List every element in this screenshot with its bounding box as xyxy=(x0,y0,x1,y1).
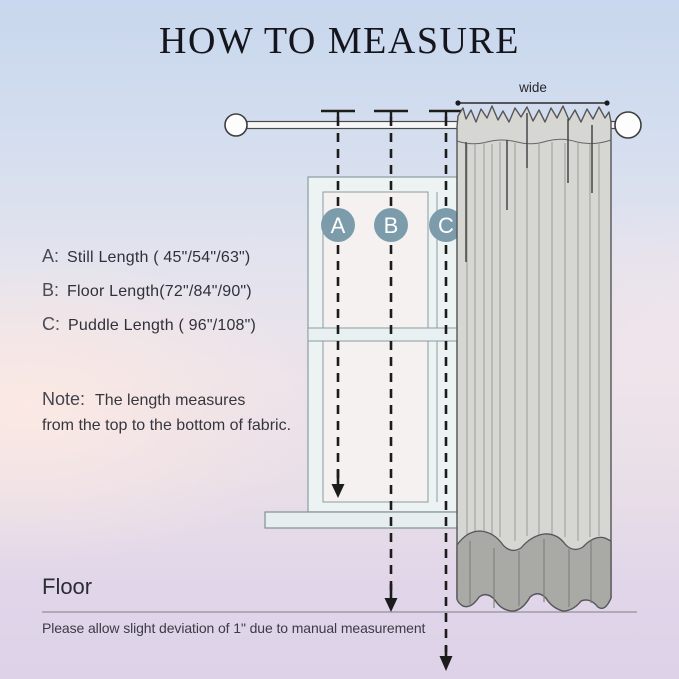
marker-a xyxy=(321,208,355,242)
curtain xyxy=(457,106,611,611)
wide-dimension-arrow xyxy=(455,100,609,105)
page-title: HOW TO MEASURE xyxy=(159,20,520,62)
legend-prefix-c: C: xyxy=(42,314,60,334)
disclaimer-text: Please allow slight deviation of 1" due to manual measurement xyxy=(42,620,426,636)
note-text-1: The length measures xyxy=(95,392,246,409)
marker-b-label: B xyxy=(383,213,399,238)
marker-b xyxy=(374,208,408,242)
legend-item-floor-length xyxy=(42,280,252,301)
legend-prefix-a: A: xyxy=(42,246,60,266)
marker-a-label: A xyxy=(330,213,346,238)
legend-text-b: Floor Length(72"/84"/90") xyxy=(67,283,252,300)
curtain-lower-band xyxy=(457,531,611,611)
legend-text-c: Puddle Length ( 96"/108") xyxy=(68,317,257,334)
legend-prefix-b: B: xyxy=(42,280,60,300)
note-block xyxy=(42,389,291,435)
wide-label: wide xyxy=(519,80,547,95)
arrow-down-icon xyxy=(440,656,453,671)
window-middle-rail xyxy=(308,328,457,341)
window-sill xyxy=(265,512,466,528)
legend-item-still-length xyxy=(42,246,250,267)
legend-text-a: Still Length ( 45"/54"/63") xyxy=(67,249,251,266)
note-line-2: from the top to the bottom of fabric. xyxy=(42,417,292,434)
legend-item-puddle-length xyxy=(42,314,256,335)
measure-markers xyxy=(321,208,463,242)
rod-finial-left xyxy=(225,114,247,136)
note-prefix: Note: xyxy=(42,389,86,409)
floor-label: Floor xyxy=(42,574,93,599)
top-of-fabric-ticks xyxy=(321,111,463,118)
marker-c-label: C xyxy=(438,213,454,238)
rod-finial-right xyxy=(615,112,641,138)
note-line-1 xyxy=(42,389,291,410)
arrow-down-icon xyxy=(385,598,398,612)
